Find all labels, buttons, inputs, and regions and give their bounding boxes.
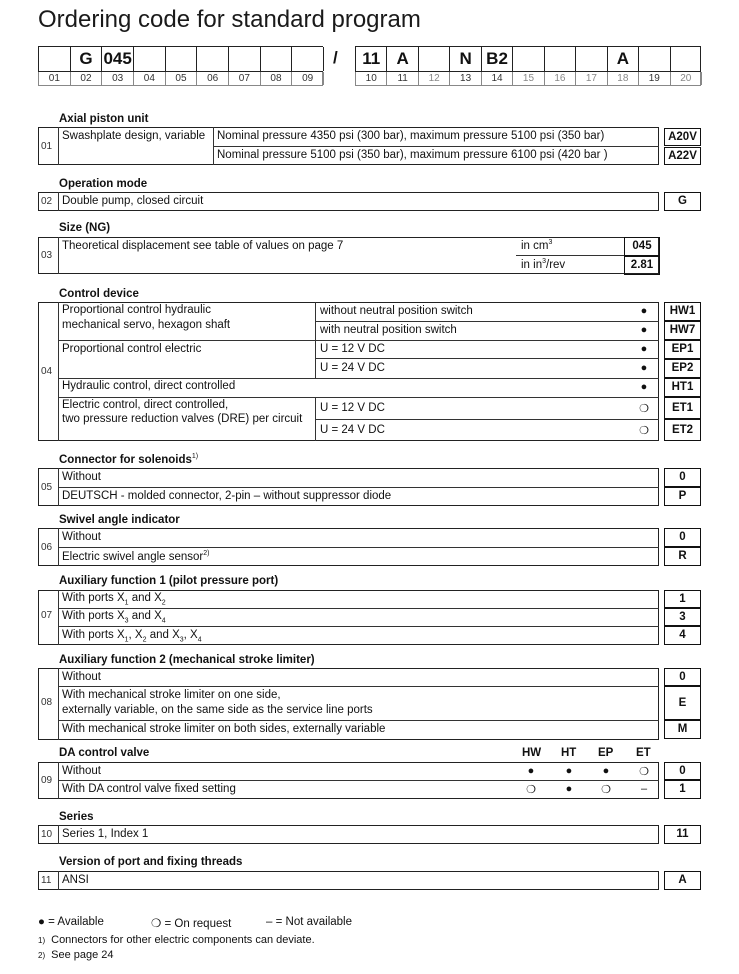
position-number-11: 11	[387, 72, 418, 85]
control-electric-direct-line1: Electric control, direct controlled,	[62, 399, 229, 411]
section-num-10: 10	[41, 829, 53, 840]
code-da-1: 1	[664, 780, 701, 799]
position-number-row-right	[355, 72, 701, 86]
ep-u12: U = 12 V DC	[320, 343, 385, 355]
da-fixed-et: –	[640, 783, 648, 795]
da-without-hw: ●	[527, 765, 535, 777]
position-number-04: 04	[134, 72, 166, 85]
da-without-ht: ●	[565, 765, 573, 777]
section-heading-size: Size (NG)	[59, 222, 111, 234]
code-ep2: EP2	[664, 359, 701, 378]
position-number-15: 15	[513, 72, 544, 85]
control-hydraulic-line2: mechanical servo, hexagon shaft	[62, 319, 231, 331]
availability-ep1: ●	[640, 343, 648, 355]
col-ht: HT	[561, 747, 577, 759]
position-number-03: 03	[102, 72, 134, 85]
code-cell-15: B2	[482, 47, 513, 71]
section-heading-operation-mode: Operation mode	[59, 178, 148, 190]
code-hw1: HW1	[664, 302, 701, 321]
aux1-x1-x2: With ports $X_1$ and $X_2$	[62, 592, 166, 607]
code-2-81: 2.81	[624, 256, 660, 275]
et-u24: U = 24 V DC	[320, 424, 385, 436]
control-hydraulic-direct: Hydraulic control, direct controlled	[62, 380, 236, 392]
code-cell-17	[545, 47, 576, 71]
availability-ep2: ●	[640, 362, 648, 374]
code-hw7: HW7	[664, 321, 701, 340]
legend-not-available: – = Not available	[266, 916, 352, 928]
section-num-11: 11	[41, 875, 52, 886]
filled-circle-icon: ●	[38, 916, 45, 928]
code-series-11: 11	[664, 825, 701, 844]
position-number-02: 02	[71, 72, 103, 85]
section-heading-axial-piston: Axial piston unit	[59, 113, 149, 125]
option-without-neutral: without neutral position switch	[320, 305, 473, 317]
section-num-02: 02	[41, 196, 53, 207]
code-a22v: A22V	[664, 147, 701, 165]
swivel-without: Without	[62, 531, 101, 543]
section-heading-control-device: Control device	[59, 288, 139, 300]
code-cell-01	[39, 47, 71, 71]
ep-u24: U = 24 V DC	[320, 362, 385, 374]
code-aux1-4: 4	[664, 626, 701, 645]
position-number-08: 08	[261, 72, 293, 85]
code-box-left	[38, 46, 323, 72]
section-heading-connector: Connector for solenoids$^{1)}$	[59, 453, 199, 466]
position-number-18: 18	[608, 72, 639, 85]
section-num-03: 03	[41, 250, 53, 261]
position-number-16: 16	[545, 72, 576, 85]
code-g: G	[664, 192, 701, 211]
col-ep: EP	[598, 747, 614, 759]
section-num-07: 07	[41, 610, 53, 621]
code-box-right	[355, 46, 701, 72]
page-title: Ordering code for standard program	[38, 6, 421, 33]
legend-on-request: ❍ = On request	[151, 918, 232, 930]
size-text: Theoretical displacement see table of values on page 7	[62, 240, 344, 252]
section-heading-swivel: Swivel angle indicator	[59, 514, 180, 526]
code-swivel-0: 0	[664, 528, 701, 547]
operation-mode-text: Double pump, closed circuit	[62, 195, 204, 207]
position-number-07: 07	[229, 72, 261, 85]
availability-et1: ❍	[639, 403, 649, 415]
code-aux2-m: M	[664, 720, 701, 739]
control-electric-label: Proportional control electric	[62, 343, 202, 355]
legend-available: ● = Available	[38, 916, 104, 928]
col-hw: HW	[522, 747, 542, 759]
code-ht1: HT1	[664, 378, 701, 397]
section-num-06: 06	[41, 542, 53, 553]
aux1-x3-x4: With ports $X_3$ and $X_4$	[62, 610, 166, 625]
code-cell-04	[134, 47, 166, 71]
series-text: Series 1, Index 1	[62, 828, 149, 840]
availability-et2: ❍	[639, 425, 649, 437]
position-number-19: 19	[639, 72, 670, 85]
code-ep1: EP1	[664, 340, 701, 359]
section-heading-aux2: Auxiliary function 2 (mechanical stroke limiter)	[59, 654, 315, 666]
position-number-row-left	[38, 72, 323, 86]
availability-hw7: ●	[640, 324, 648, 336]
col-et: ET	[636, 747, 651, 759]
swivel-electric-sensor: Electric swivel angle sensor$^{2)}$	[62, 550, 210, 563]
availability-hw1: ●	[640, 305, 648, 317]
code-cell-20	[639, 47, 670, 71]
control-electric-direct-line2: two pressure reduction valves (DRE) per circuit	[62, 413, 303, 425]
port-version-text: ANSI	[62, 874, 89, 886]
code-cell-16	[513, 47, 544, 71]
code-swivel-r: R	[664, 547, 701, 566]
da-without-ep: ●	[602, 765, 610, 777]
availability-ht1: ●	[640, 381, 648, 393]
aux2-without: Without	[62, 671, 101, 683]
position-number-10: 10	[356, 72, 387, 85]
code-et2: ET2	[664, 419, 701, 441]
code-cell-14: N	[450, 47, 481, 71]
section-heading-port-version: Version of port and fixing threads	[59, 856, 243, 868]
code-port-a: A	[664, 871, 701, 890]
code-cell-13	[419, 47, 450, 71]
position-number-12: 12	[419, 72, 450, 85]
control-hydraulic-line1: Proportional control hydraulic	[62, 304, 211, 316]
code-cell-12: A	[387, 47, 418, 71]
position-number-01: 01	[39, 72, 71, 85]
axial-row-2: Nominal pressure 5100 psi (350 bar), maximum pressure 6100 psi (420 bar )	[217, 149, 608, 161]
code-cell-18	[576, 47, 607, 71]
aux2-one-side-line2: externally variable, on the same side as the service line ports	[62, 704, 373, 716]
aux2-one-side-line1: With mechanical stroke limiter on one side,	[62, 689, 281, 701]
code-cell-03: 045	[102, 47, 134, 71]
option-with-neutral: with neutral position switch	[320, 324, 457, 336]
code-cell-19: A	[608, 47, 639, 71]
code-slash: /	[333, 48, 338, 67]
code-045: 045	[624, 237, 660, 256]
position-number-17: 17	[576, 72, 607, 85]
code-aux2-e: E	[664, 686, 701, 720]
et-u12: U = 12 V DC	[320, 402, 385, 414]
axial-row-1: Nominal pressure 4350 psi (300 bar), maximum pressure 5100 psi (350 bar)	[217, 130, 605, 142]
code-cell-07	[229, 47, 261, 71]
footnote-1: 1) Connectors for other electric components can deviate.	[38, 934, 315, 946]
code-aux1-1: 1	[664, 590, 701, 608]
section-heading-da-valve: DA control valve	[59, 747, 150, 759]
code-connector-0: 0	[664, 468, 701, 487]
code-et1: ET1	[664, 397, 701, 419]
code-connector-p: P	[664, 487, 701, 506]
aux2-both-sides: With mechanical stroke limiter on both sides, externally variable	[62, 723, 386, 735]
section-num-08: 08	[41, 697, 53, 708]
size-unit-cm3: in $cm^3$	[521, 239, 553, 252]
code-cell-08	[261, 47, 293, 71]
dash-icon: –	[266, 916, 273, 928]
position-number-20: 20	[671, 72, 702, 85]
section-11-box	[38, 871, 659, 890]
position-number-09: 09	[292, 72, 324, 85]
section-heading-aux1: Auxiliary function 1 (pilot pressure port)	[59, 575, 279, 587]
position-number-14: 14	[482, 72, 513, 85]
open-circle-icon: ❍	[151, 918, 162, 930]
section-num-09: 09	[41, 775, 53, 786]
aux1-all-ports: With ports $X_1$, $X_2$ and $X_3$, $X_4$	[62, 629, 202, 644]
code-cell-06	[197, 47, 229, 71]
da-fixed-setting: With DA control valve fixed setting	[62, 783, 236, 795]
code-cell-05	[166, 47, 198, 71]
da-without: Without	[62, 765, 101, 777]
connector-without: Without	[62, 471, 101, 483]
da-without-et: ❍	[639, 766, 649, 778]
code-aux1-3: 3	[664, 608, 701, 626]
da-fixed-ht: ●	[565, 783, 573, 795]
section-num-04: 04	[41, 366, 53, 377]
code-aux2-0: 0	[664, 668, 701, 686]
size-unit-in3: in $in^3$/rev	[521, 258, 566, 271]
position-number-05: 05	[166, 72, 198, 85]
code-cell-09	[292, 47, 324, 71]
code-cell-11: 11	[356, 47, 387, 71]
section-heading-series: Series	[59, 811, 94, 823]
da-fixed-hw: ❍	[526, 784, 536, 796]
connector-deutsch: DEUTSCH - molded connector, 2-pin – without suppressor diode	[62, 490, 392, 502]
axial-label: Swashplate design, variable	[62, 130, 206, 142]
da-fixed-ep: ❍	[601, 784, 611, 796]
footnote-2: 2) See page 24	[38, 949, 114, 961]
section-num-01: 01	[41, 141, 53, 152]
code-a20v: A20V	[664, 128, 701, 146]
position-number-06: 06	[197, 72, 229, 85]
position-number-13: 13	[450, 72, 481, 85]
section-num-05: 05	[41, 482, 53, 493]
code-cell-02: G	[71, 47, 103, 71]
code-da-0: 0	[664, 762, 701, 780]
